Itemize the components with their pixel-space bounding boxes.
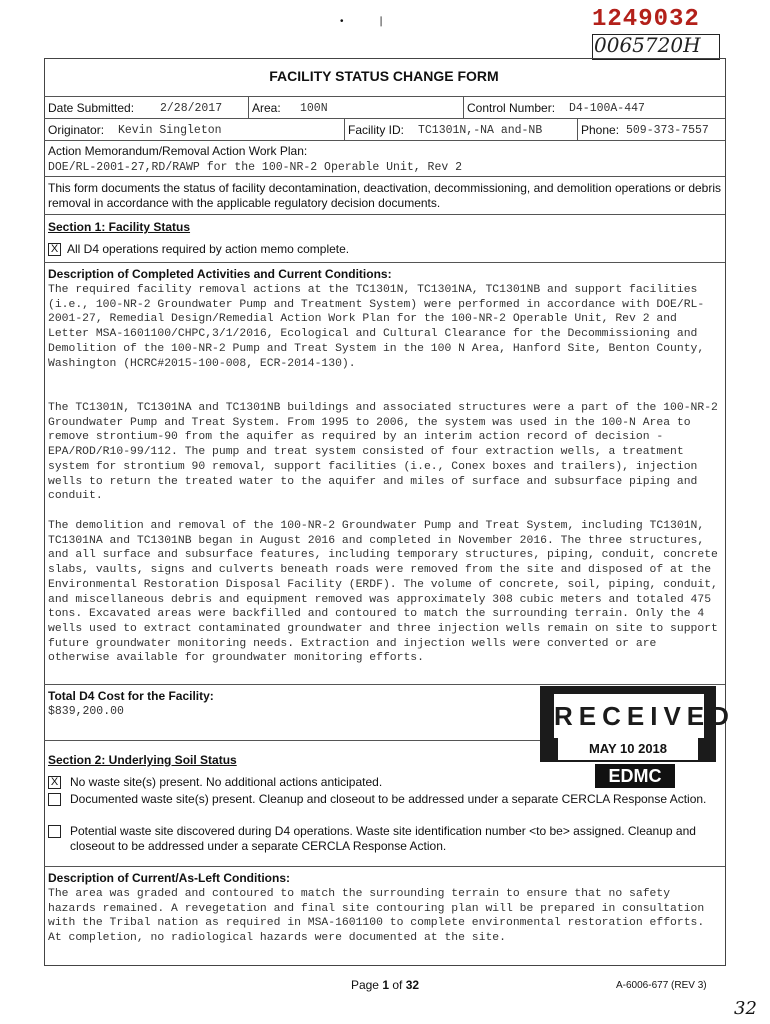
originator-value: Kevin Singleton xyxy=(118,124,222,137)
potential-waste-site-checkbox[interactable] xyxy=(48,825,61,838)
description-para-1: The required facility removal actions at the TC1301N, TC1301NA, TC1301NB and support facilities (i.e., 100-NR-2 Groundwater Pump and Treatment System) were performed in accordance with DOE/RL-2001-27, Remedial Design/Remedial Action Work Plan for the 100-NR-2 Operable Unit, Rev 2 and Letter MSA-1601100/CHPC,3/1/2016, Ecological and Cultural Clearance for the Decommissioning and Demolition of the 100-NR-2 Pump and Treat System in the 100 N Area, Hanford Site, Benton County, Washington (HCRC#2015-100-008, ECR-2014-130). xyxy=(48,284,705,370)
conditions-text: The area was graded and contoured to match the surrounding terrain to ensure that no safety hazards remained. A revegetation and final site contouring plan will be prepared in consultation with the Tribal nation as required in MSA-1601100 to complete environmental restoration efforts. At completion, no radiological hazards were documented at the site. xyxy=(48,888,705,945)
action-memo-label: Action Memorandum/Removal Action Work Plan: xyxy=(48,144,308,158)
date-submitted-label: Date Submitted: xyxy=(48,101,135,115)
stamp-received-text: RECEIVED xyxy=(554,694,704,738)
area-label: Area: xyxy=(252,101,281,115)
d4-complete-checkbox[interactable]: X xyxy=(48,243,61,256)
corner-handwritten-mark: 32 xyxy=(734,998,757,1019)
phone-value: 509-373-7557 xyxy=(626,124,709,137)
control-number-value: D4-100A-447 xyxy=(569,102,645,115)
cost-value: $839,200.00 xyxy=(48,705,124,718)
stamp-office: EDMC xyxy=(595,764,675,788)
description-para-2: The TC1301N, TC1301NA and TC1301NB buildings and associated structures were a part of the 100-NR-2 Groundwater Pump and Treat System. From 1995 to 2006, the system was used in the 100-N Area to remove strontium-90 from the aquifer as required by an interim action record of decision - EPA/ROD/R10-99/112. The pump and treat system consisted of four extraction wells, a treatment system for strontium 90 removal, support facilities (i.e., Conex boxes and trailers), injection wells to return the treated water to the aquifer and miles of surface and subsurface piping and conduit. xyxy=(48,402,718,503)
facility-id-label: Facility ID: xyxy=(348,123,405,137)
originator-label: Originator: xyxy=(48,123,105,137)
form-title: FACILITY STATUS CHANGE FORM xyxy=(269,68,499,84)
description-para-3: The demolition and removal of the 100-NR-2 Groundwater Pump and Treat System, including TC1301N, TC1301NA and TC1301NB began in August 2016 and completed in November 2016. The three structures, and all surface and subsurface features, including temporary structures, piping, conduit, concrete slabs, vaults, signs and culverts beneath roads were removed from the site and disposed of at the Environmental Restoration Disposal Facility (ERDF). The volume of concrete, soil, piping, conduit, and miscellaneous debris and equipment removed was approximately 308 cubic meters and totaled 475 tons. Excavated areas were backfilled and contoured to match the surrounding terrain. Only the 4 wells used to extract contaminated groundwater and three injection wells remain on site to support future groundwater monitoring needs. Extraction and injection wells were converted or are otherwise available for groundwater monitoring efforts. xyxy=(48,520,718,665)
description-heading: Description of Completed Activities and Current Conditions: xyxy=(48,267,392,281)
conditions-heading: Description of Current/As-Left Conditions: xyxy=(48,871,290,885)
page-indicator: Page 1 of 32 xyxy=(350,978,420,992)
control-number-label: Control Number: xyxy=(467,101,556,115)
no-waste-site-checkbox[interactable]: X xyxy=(48,776,61,789)
action-memo-value: DOE/RL-2001-27,RD/RAWP for the 100-NR-2 Operable Unit, Rev 2 xyxy=(48,161,463,174)
handwritten-id: 0065720H xyxy=(594,33,701,57)
d4-complete-label: All D4 operations required by action memo complete. xyxy=(67,242,350,256)
stamp-number: 1249032 xyxy=(592,6,700,33)
facility-id-value: TC1301N,-NA and-NB xyxy=(418,124,543,137)
cost-heading: Total D4 Cost for the Facility: xyxy=(48,689,214,703)
date-submitted-value: 2/28/2017 xyxy=(160,102,223,115)
area-value: 100N xyxy=(300,102,328,115)
phone-label: Phone: xyxy=(581,123,620,137)
section1-title: Section 1: Facility Status xyxy=(48,220,191,234)
stamp-date: MAY 10 2018 xyxy=(558,738,698,760)
intro-text: This form documents the status of facility decontamination, deactivation, decommissioning, and demolition operations or debris removal in accordance with the applicable regulatory decision documents. xyxy=(48,181,722,210)
form-code: A-6006-677 (REV 3) xyxy=(616,980,707,991)
documented-waste-site-label: Documented waste site(s) present. Cleanup and closeout to be addressed under a separate CERCLA Response Action. xyxy=(70,792,707,806)
documented-waste-site-checkbox[interactable] xyxy=(48,793,61,806)
no-waste-site-label: No waste site(s) present. No additional actions anticipated. xyxy=(70,775,383,789)
scan-mark: • ❘ xyxy=(340,16,386,27)
section2-title: Section 2: Underlying Soil Status xyxy=(48,753,237,767)
potential-waste-site-label: Potential waste site discovered during D4 operations. Waste site identification number <to be> assigned. Cleanup and closeout to be addressed under a separate CERCLA Response Action. xyxy=(70,824,696,853)
